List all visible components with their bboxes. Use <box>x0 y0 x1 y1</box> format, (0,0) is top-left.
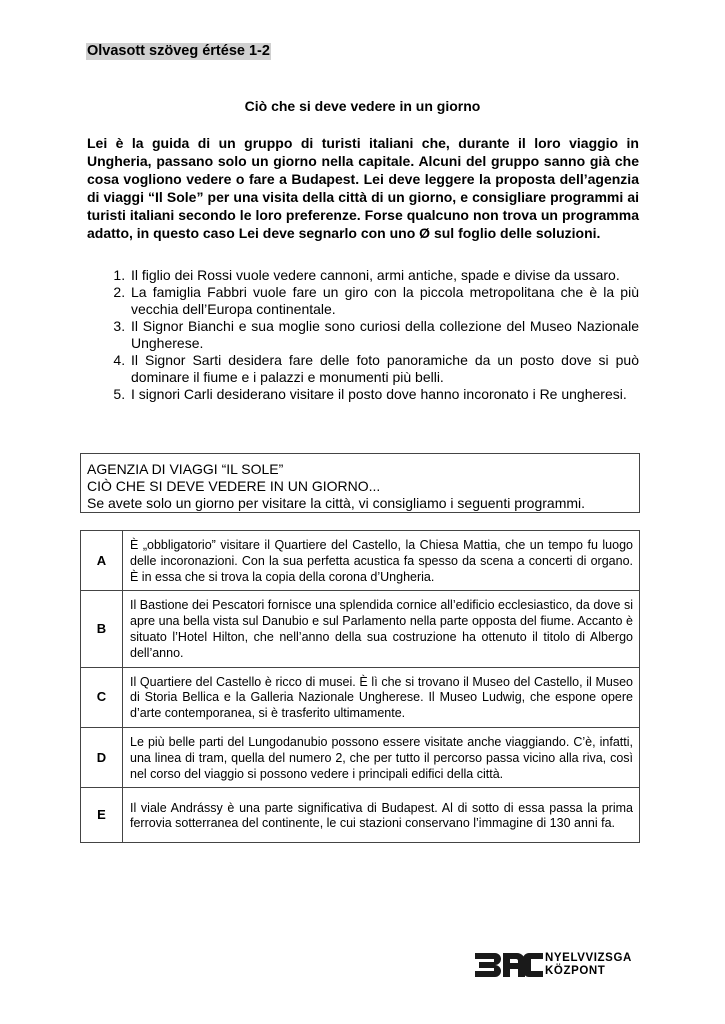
option-text: È „obbligatorio” visitare il Quartiere del Castello, la Chiesa Mattia, che un tempo fu luogo delle incoronazioni. Con la sua perfetta acustica fa spesso da scena a concerti di organo. È in essa che si trova la copia della corona d’Ungheria. <box>123 531 640 591</box>
agency-name: AGENZIA DI VIAGGI “IL SOLE” <box>87 461 284 477</box>
document-title: Ciò che si deve vedere in un giorno <box>244 98 481 114</box>
option-text: Il Quartiere del Castello è ricco di musei. È lì che si trovano il Museo del Castello, il Museo di Storia Bellica e la Galleria Nazionale Ungherese. Il Museo Ludwig, che espone opere d’arte contemporanea, si è trasferito ultimamente. <box>123 667 640 727</box>
agency-subtitle: CIÒ CHE SI DEVE VEDERE IN UN GIORNO... <box>87 478 381 494</box>
option-text: Le più belle parti del Lungodanubio possono essere visitate anche viaggiando. C’è, infatti, una linea di tram, quella del numero 2, che per tutto il percorso passa vicino alla riva, così nel corso del viaggio si possono vedere i principali edifici della città. <box>123 727 640 787</box>
option-letter: E <box>81 788 123 843</box>
page-header: Olvasott szöveg értése 1-2 <box>87 43 270 59</box>
table-row <box>81 788 640 843</box>
programs-table <box>80 530 640 843</box>
option-letter: C <box>81 667 123 727</box>
logo-line-kozpont: KÖZPONT <box>545 965 606 977</box>
agency-description: Se avete solo un giorno per visitare la città, vi consigliamo i seguenti programmi. <box>87 495 586 511</box>
task-item: 5. I signori Carli desiderano visitare il posto dove hanno incoronato i Re ungheresi. <box>129 386 639 403</box>
option-letter: A <box>81 531 123 591</box>
task-list <box>87 267 639 403</box>
table-row <box>81 667 640 727</box>
task-item: 4. Il Signor Sarti desidera fare delle foto panoramiche da un posto dove si può dominare il fiume e i palazzi e monumenti più belli. <box>129 352 639 386</box>
task-item: 1. Il figlio dei Rossi vuole vedere cannoni, armi antiche, spade e divise da ussaro. <box>129 267 639 284</box>
table-row <box>81 591 640 667</box>
agency-box <box>80 453 640 513</box>
option-text: Il viale Andrássy è una parte significativa di Budapest. Al di sotto di essa passa la prima ferrovia sotterranea del continente, le cui stazioni conservano l’immagine di 130 anni fa. <box>123 788 640 843</box>
table-row <box>81 531 640 591</box>
task-item: 2. La famiglia Fabbri vuole fare un giro con la piccola metropolitana che è la più vecchia dell’Europa continentale. <box>129 284 639 318</box>
option-text: Il Bastione dei Pescatori fornisce una splendida cornice all’edificio ecclesiastico, da dove si apre una bella vista sul Danubio e sul Parlamento nella parte opposta del fiume. Accanto è situato l’Hotel Hilton, che nell’anno della sua costruzione ha ottenuto il titolo di Albergo dell’anno. <box>123 591 640 667</box>
task-item: 3. Il Signor Bianchi e sua moglie sono curiosi della collezione del Museo Nazionale Ungherese. <box>129 318 639 352</box>
logo-text <box>545 952 632 978</box>
option-letter: B <box>81 591 123 667</box>
logo-line-nyelvvizsga: NYELVVIZSGA <box>545 952 632 964</box>
option-letter: D <box>81 727 123 787</box>
instructions-paragraph: Lei è la guida di un gruppo di turisti italiani che, durante il loro viaggio in Ungheria, passano solo un giorno nella capitale. Alcuni del gruppo sanno già che cosa vogliono vedere o fare a Budapest. Lei deve leggere la proposta dell’agenzia di viaggi “Il Sole” per una visita della città di un giorno, e consigliare programmi ai turisti italiani secondo le loro preferenze. Forse qualcuno non trova un programma adatto, in questo caso Lei deve segnarlo con uno Ø sul foglio delle soluzioni. <box>87 135 639 241</box>
table-row <box>81 727 640 787</box>
